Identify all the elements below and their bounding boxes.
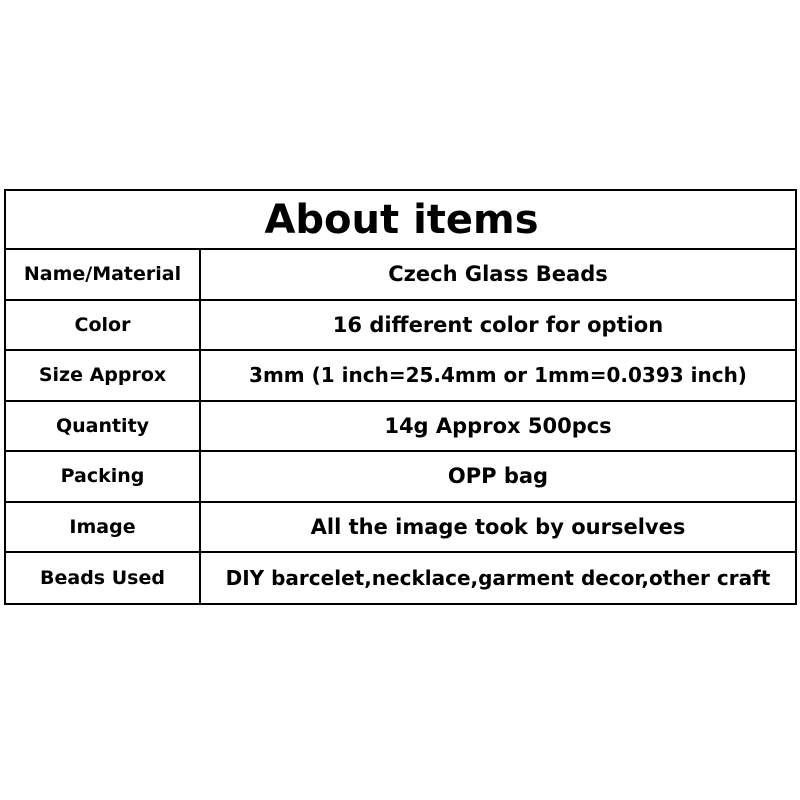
row-label: Size Approx	[6, 351, 201, 400]
table-row-size	[6, 351, 795, 402]
row-value: 14g Approx 500pcs	[384, 413, 612, 438]
row-value: All the image took by ourselves	[310, 514, 686, 539]
table-title: About items	[264, 196, 539, 243]
table-row-packing	[6, 452, 795, 503]
row-value: DIY barcelet,necklace,garment decor,other craft	[225, 566, 771, 591]
table-row-beads-used	[6, 553, 795, 604]
row-label: Color	[6, 301, 201, 350]
row-value: 3mm (1 inch=25.4mm or 1mm=0.0393 inch)	[249, 363, 747, 388]
table-title-row	[6, 191, 795, 250]
row-label: Name/Material	[6, 250, 201, 299]
row-value: Czech Glass Beads	[388, 262, 608, 287]
row-label: Image	[6, 503, 201, 552]
row-label: Beads Used	[6, 553, 201, 604]
row-label: Packing	[6, 452, 201, 501]
row-value: 16 different color for option	[332, 312, 664, 337]
row-value: OPP bag	[447, 464, 549, 489]
product-info-table	[4, 189, 797, 605]
row-label: Quantity	[6, 402, 201, 451]
table-row-quantity	[6, 402, 795, 453]
table-row-name-material	[6, 250, 795, 301]
table-row-image	[6, 503, 795, 554]
table-row-color	[6, 301, 795, 352]
